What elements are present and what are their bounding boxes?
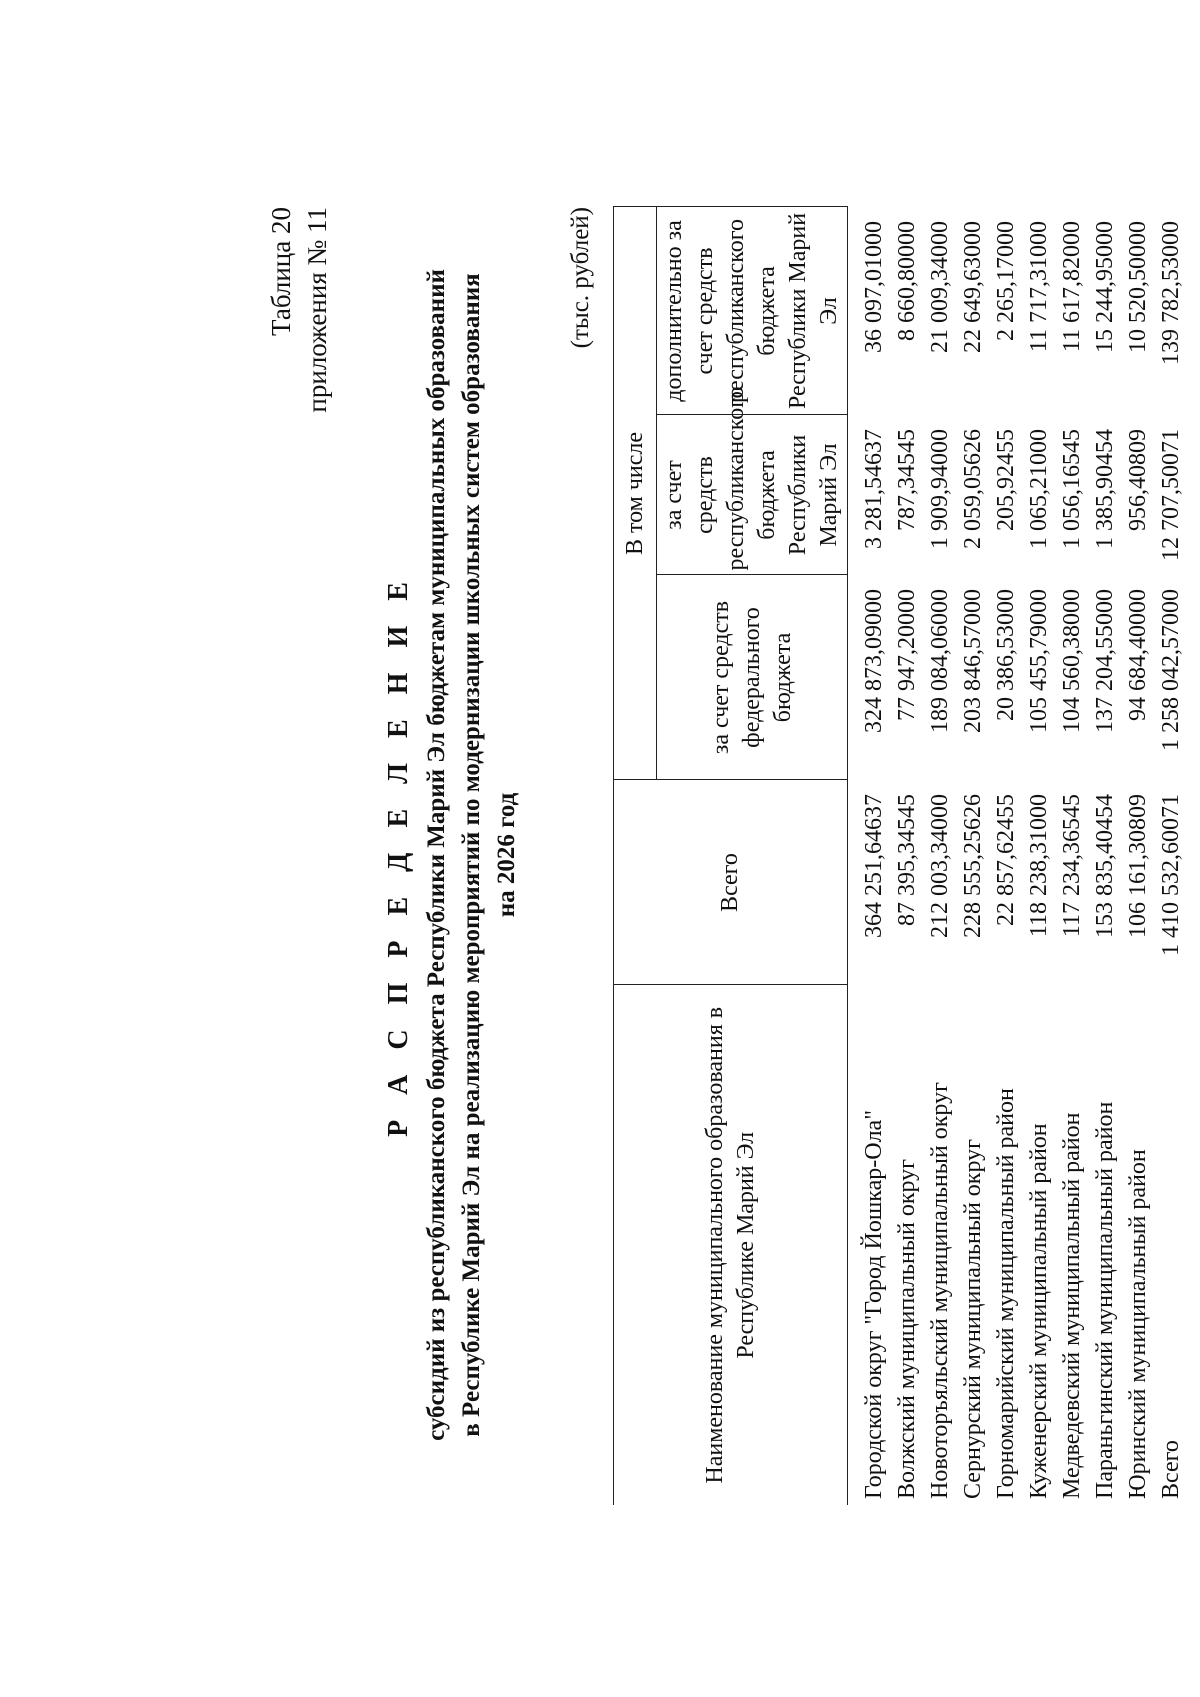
cell-federal: 324 873,09000 — [861, 589, 887, 733]
cell-additional: 2 265,17000 — [993, 220, 1019, 341]
header-total: Всего — [614, 780, 848, 985]
table-row — [848, 207, 892, 1505]
cell-additional: 36 097,01000 — [861, 220, 887, 353]
cell-name: Сернурский муниципальный округ — [960, 1139, 986, 1499]
cell-additional: 11 717,31000 — [1026, 220, 1052, 353]
cell-additional: 15 244,95000 — [1092, 220, 1118, 353]
cell-total: 228 555,25626 — [960, 794, 986, 938]
distribution-table — [613, 206, 1188, 1505]
cell-total: 117 234,36545 — [1059, 794, 1085, 938]
cell-republic: 205,92455 — [993, 429, 1019, 531]
table-row — [990, 207, 1023, 1505]
header-name: Наименование муниципального образования в Республике Марий Эл — [614, 985, 848, 1505]
document-title: Р А С П Р Е Д Е Л Е Н И Е — [383, 573, 414, 1137]
cell-name: Куженерский муниципальный район — [1026, 1123, 1052, 1499]
cell-name: Юринский муниципальный район — [1125, 1149, 1151, 1499]
cell-federal: 203 846,57000 — [960, 589, 986, 733]
cell-federal: 20 386,53000 — [993, 589, 1019, 721]
cell-name: Новоторъяльский муниципальный округ — [927, 1082, 953, 1499]
cell-name: Городской округ "Город Йошкар-Ола" — [861, 1109, 887, 1499]
document-subtitle-line-1: субсидий из республиканского бюджета Республики Марий Эл бюджетам муниципальных образований — [423, 269, 450, 1441]
header-republic: за счет средств республиканского бюджета Республики Марий Эл — [657, 415, 848, 575]
cell-republic: 1 056,16545 — [1059, 429, 1085, 549]
table-row — [891, 207, 924, 1505]
table-row-total — [1155, 207, 1188, 1505]
appendix-number-label: приложения № 11 — [302, 207, 332, 413]
table-row — [924, 207, 957, 1505]
table-row — [957, 207, 990, 1505]
table-header — [614, 207, 848, 1505]
cell-total: 87 395,34545 — [894, 794, 920, 926]
cell-federal: 94 684,40000 — [1125, 589, 1151, 721]
cell-name: Горномарийский муниципальный район — [993, 1088, 1019, 1499]
cell-total: 22 857,62455 — [993, 794, 1019, 926]
table-row — [1089, 207, 1122, 1505]
cell-federal: 104 560,38000 — [1059, 589, 1085, 733]
cell-federal: 137 204,55000 — [1092, 589, 1118, 733]
table-row — [1023, 207, 1056, 1505]
cell-total: 118 238,31000 — [1026, 794, 1052, 938]
appendix-reference — [263, 207, 335, 413]
table-number-label: Таблица 20 — [266, 207, 296, 336]
cell-additional: 8 660,80000 — [894, 220, 920, 341]
cell-federal: 1 258 042,57000 — [1158, 589, 1184, 751]
document-heading — [379, 135, 524, 1575]
cell-total: 212 003,34000 — [927, 794, 953, 938]
cell-total: 1 410 532,60071 — [1158, 794, 1184, 956]
document-subtitle-line-2: в Республике Марий Эл на реализацию мероприятий по модернизации школьных систем образования — [458, 273, 485, 1437]
cell-name: Волжский муниципальный округ — [894, 1158, 920, 1499]
cell-additional: 21 009,34000 — [927, 220, 953, 353]
cell-name: Медведевский муниципальный район — [1059, 1112, 1085, 1499]
cell-additional: 22 649,63000 — [960, 220, 986, 353]
cell-republic: 12 707,50071 — [1158, 429, 1184, 561]
cell-republic: 1 385,90454 — [1092, 429, 1118, 549]
cell-additional: 139 782,53000 — [1158, 220, 1184, 365]
cell-total: 153 835,40454 — [1092, 794, 1118, 938]
document-page — [135, 135, 1184, 1575]
table-row — [1056, 207, 1089, 1505]
cell-additional: 11 617,82000 — [1059, 220, 1085, 353]
cell-name: Всего — [1158, 1440, 1184, 1499]
cell-republic: 1 909,94000 — [927, 429, 953, 549]
cell-republic: 1 065,21000 — [1026, 429, 1052, 549]
cell-republic: 2 059,05626 — [960, 429, 986, 549]
cell-total: 106 161,30809 — [1125, 794, 1151, 938]
unit-label: (тыс. рублей) — [567, 207, 594, 349]
cell-federal: 189 084,06000 — [927, 589, 953, 733]
cell-additional: 10 520,50000 — [1125, 220, 1151, 353]
table-row — [1122, 207, 1155, 1505]
header-federal: за счет средств федерального бюджета — [657, 575, 848, 780]
header-group: В том числе — [614, 207, 657, 780]
cell-republic: 3 281,54637 — [861, 429, 887, 549]
cell-total: 364 251,64637 — [861, 794, 887, 938]
cell-federal: 105 455,79000 — [1026, 589, 1052, 733]
table-body — [848, 207, 1189, 1505]
cell-federal: 77 947,20000 — [894, 589, 920, 721]
cell-republic: 787,34545 — [894, 429, 920, 531]
document-subtitle-line-3: на 2026 год — [493, 792, 520, 918]
cell-republic: 956,40809 — [1125, 429, 1151, 531]
cell-name: Параньгинский муниципальный район — [1092, 1101, 1118, 1499]
header-additional: дополнительно за счет средств республиканского бюджета Республики Марий Эл — [657, 207, 848, 415]
